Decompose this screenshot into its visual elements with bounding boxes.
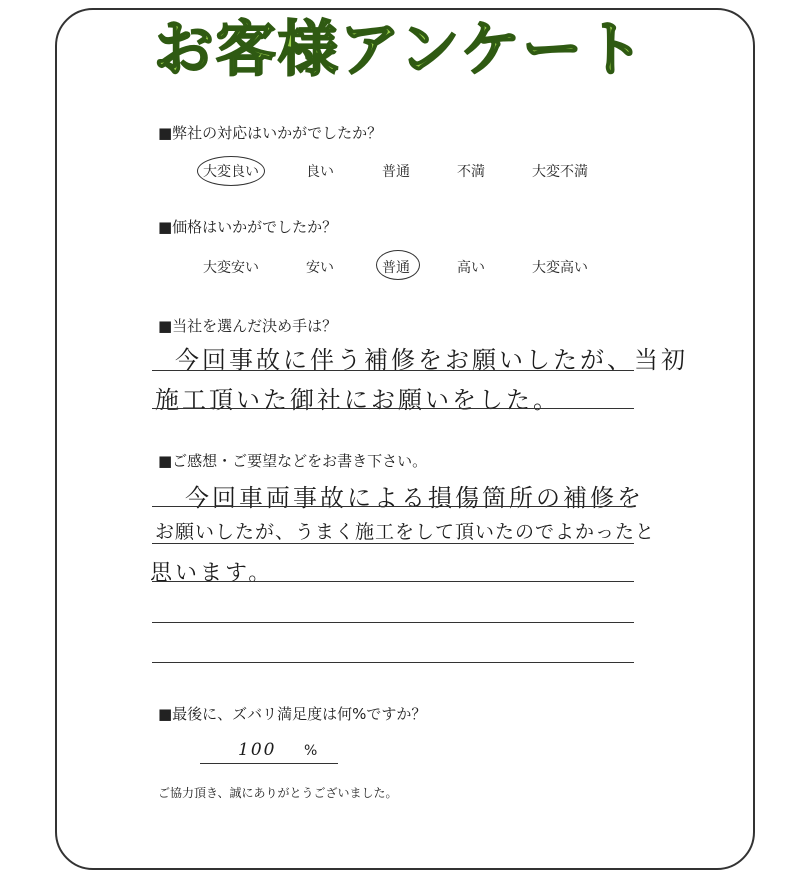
answer-line [152,370,634,371]
thank-you-note: ご協力頂き、誠にありがとうございました。 [158,786,398,800]
answer-deciding-factor-line-2: 施工頂いた御社にお願いをした。 [155,386,560,414]
answer-line [152,506,634,507]
option-price-expensive[interactable]: 高い [457,260,485,276]
answer-line [152,543,634,544]
option-service-good[interactable]: 良い [306,164,334,180]
survey-title: お客様アンケート [153,15,647,85]
answer-comments-line-1: 今回車両事故による損傷箇所の補修を [185,484,644,512]
answer-deciding-factor-line-1: 今回事故に伴う補修をお願いしたが、当初 [175,346,688,374]
question-service: ■弊社の対応はいかがでしたか？ [158,124,383,142]
answer-line [152,622,634,623]
question-satisfaction: ■最後に、ズバリ満足度は何%ですか？ [158,705,427,723]
option-service-very-dissatisfied[interactable]: 大変不満 [532,164,588,180]
question-price: ■価格はいかがでしたか？ [158,218,338,236]
answer-line [152,581,634,582]
question-deciding-factor: ■当社を選んだ決め手は？ [158,317,338,335]
option-service-normal[interactable]: 普通 [382,164,410,180]
option-service-very-good[interactable]: 大変良い [203,164,259,180]
option-price-normal[interactable]: 普通 [382,260,410,276]
satisfaction-value: 100 [238,740,277,760]
answer-line [152,408,634,409]
option-service-dissatisfied[interactable]: 不満 [457,164,485,180]
option-price-very-cheap[interactable]: 大変安い [203,260,259,276]
answer-line [152,662,634,663]
option-price-cheap[interactable]: 安い [306,260,334,276]
satisfaction-input-line [200,763,338,764]
answer-comments-line-3: 思います。 [150,561,274,586]
answer-comments-line-2: お願いしたが、うまく施工をして頂いたのでよかったと [155,521,656,543]
satisfaction-unit: % [304,743,318,759]
option-price-very-expensive[interactable]: 大変高い [532,260,588,276]
question-comments: ■ご感想・ご要望などをお書き下さい。 [158,452,428,470]
